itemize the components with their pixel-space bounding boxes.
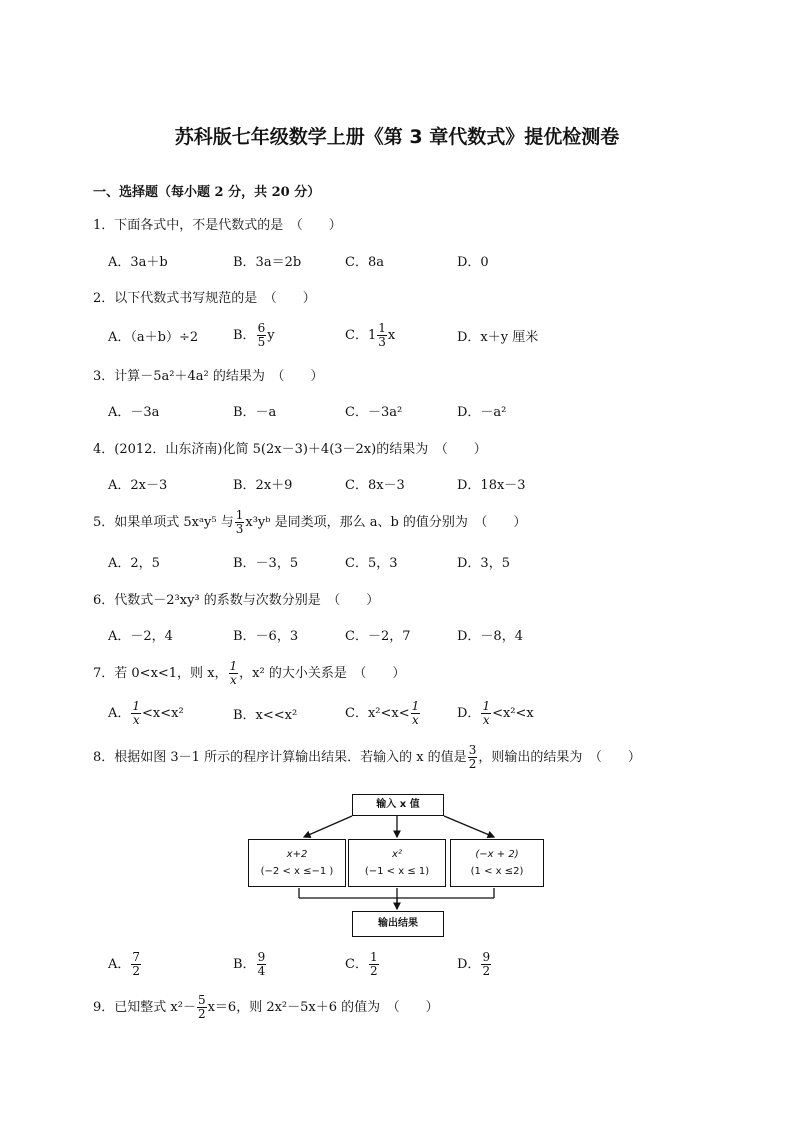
- q1-option-c: C．8a: [345, 255, 384, 270]
- fraction: $\frac{1}{3}$: [378, 321, 386, 349]
- q2-option-b: B． $\frac{6}{5}$ y: [233, 321, 275, 349]
- question-6: 6．代数式－2³xy³ 的系数与次数分别是 （ ）: [93, 593, 380, 608]
- program-flowchart: [244, 792, 550, 940]
- section-heading: 一、选择题（每小题 2 分，共 20 分）: [93, 185, 321, 200]
- q5-option-a: A．2，5: [108, 556, 160, 571]
- question-8: 8．根据如图 3－1 所示的程序计算输出结果．若输入的 x 的值是 $\frac{3}{2}$ ，则输出的结果为 （ ）: [93, 743, 641, 771]
- q5-option-b: B．－3，5: [233, 556, 299, 571]
- fraction: $\frac{3}{2}$: [468, 743, 477, 771]
- fraction: $\frac{1}{3}$: [235, 508, 244, 536]
- q3-option-b: B．－a: [233, 405, 277, 420]
- question-3: 3．计算－5a²＋4a² 的结果为 （ ）: [93, 369, 324, 384]
- fraction: $\frac{9}{4}$: [257, 950, 266, 978]
- q4-option-b: B．2x＋9: [233, 478, 293, 493]
- q1-option-b: B．3a＝2b: [233, 255, 302, 270]
- fraction: $\frac{6}{5}$: [257, 321, 266, 349]
- page-title: 苏科版七年级数学上册《第 3 章代数式》提优检测卷: [174, 126, 620, 148]
- question-2: 2．以下代数式书写规范的是 （ ）: [93, 291, 316, 306]
- q4-option-a: A．2x－3: [108, 478, 168, 493]
- q2-option-a: A．（a＋b）÷2: [108, 330, 199, 345]
- q1-option-a: A．3a＋b: [108, 255, 168, 270]
- q2-option-c: C．1 $\frac{1}{3}$ x: [345, 321, 396, 349]
- fraction: $\frac{1}{x}$: [132, 699, 141, 727]
- question-1: 1．下面各式中，不是代数式的是 （ ）: [93, 218, 342, 233]
- question-4: 4．(2012．山东济南)化简 5(2x－3)＋4(3－2x)的结果为 （ ）: [93, 442, 487, 457]
- question-9: 9．已知整式 x²－ $\frac{5}{2}$ x＝6，则 2x²－5x＋6 的值为 （ ）: [93, 993, 439, 1021]
- q6-option-d: D．－8，4: [457, 629, 523, 644]
- q7-option-d: D． $\frac{1}{x}$ <x²<x: [457, 699, 534, 727]
- q5-option-d: D．3，5: [457, 556, 510, 571]
- branch-box-2: x² (−1 < x ≤ 1): [348, 839, 446, 887]
- q7-option-a: A． $\frac{1}{x}$ <x<x²: [108, 699, 184, 727]
- q6-option-b: B．－6，3: [233, 629, 299, 644]
- question-5: 5．如果单项式 5xᵃy⁵ 与 $\frac{1}{3}$ x³yᵇ 是同类项，那么 a、b 的值分别为 （ ）: [93, 508, 527, 536]
- question-7: 7．若 0<x<1，则 x， $\frac{1}{x}$ ，x² 的大小关系是 （ ）: [93, 659, 406, 687]
- output-box: 输出结果: [352, 911, 444, 937]
- fraction: $\frac{9}{2}$: [482, 950, 491, 978]
- q3-option-a: A．－3a: [108, 405, 160, 420]
- fraction: $\frac{7}{2}$: [132, 950, 141, 978]
- q2-option-d: D．x＋y 厘米: [457, 330, 539, 345]
- q4-option-c: C．8x－3: [345, 478, 405, 493]
- fraction: $\frac{1}{2}$: [369, 950, 378, 978]
- fraction: $\frac{1}{x}$: [229, 659, 238, 687]
- q7-option-c: C．x²<x< $\frac{1}{x}$: [345, 699, 420, 727]
- q4-option-d: D．18x－3: [457, 478, 526, 493]
- fraction: $\frac{5}{2}$: [197, 993, 206, 1021]
- q6-option-c: C．－2，7: [345, 629, 411, 644]
- q8-option-c: C． $\frac{1}{2}$: [345, 950, 378, 978]
- q8-option-a: A． $\frac{7}{2}$: [108, 950, 141, 978]
- q6-option-a: A．－2，4: [108, 629, 173, 644]
- q7-option-b: B．x<<x²: [233, 708, 298, 723]
- q8-option-b: B． $\frac{9}{4}$: [233, 950, 266, 978]
- q5-option-c: C．5，3: [345, 556, 398, 571]
- branch-box-3: (−x + 2) (1 < x ≤2): [450, 839, 544, 887]
- branch-box-1: x+2 (−2 < x ≤−1 ): [248, 839, 346, 887]
- fraction: $\frac{1}{x}$: [411, 699, 420, 727]
- input-box: 输入 x 值: [352, 794, 444, 816]
- q1-option-d: D．0: [457, 255, 489, 270]
- q3-option-d: D．－a²: [457, 405, 507, 420]
- q8-option-d: D． $\frac{9}{2}$: [457, 950, 491, 978]
- fraction: $\frac{1}{x}$: [482, 699, 491, 727]
- q3-option-c: C．－3a²: [345, 405, 403, 420]
